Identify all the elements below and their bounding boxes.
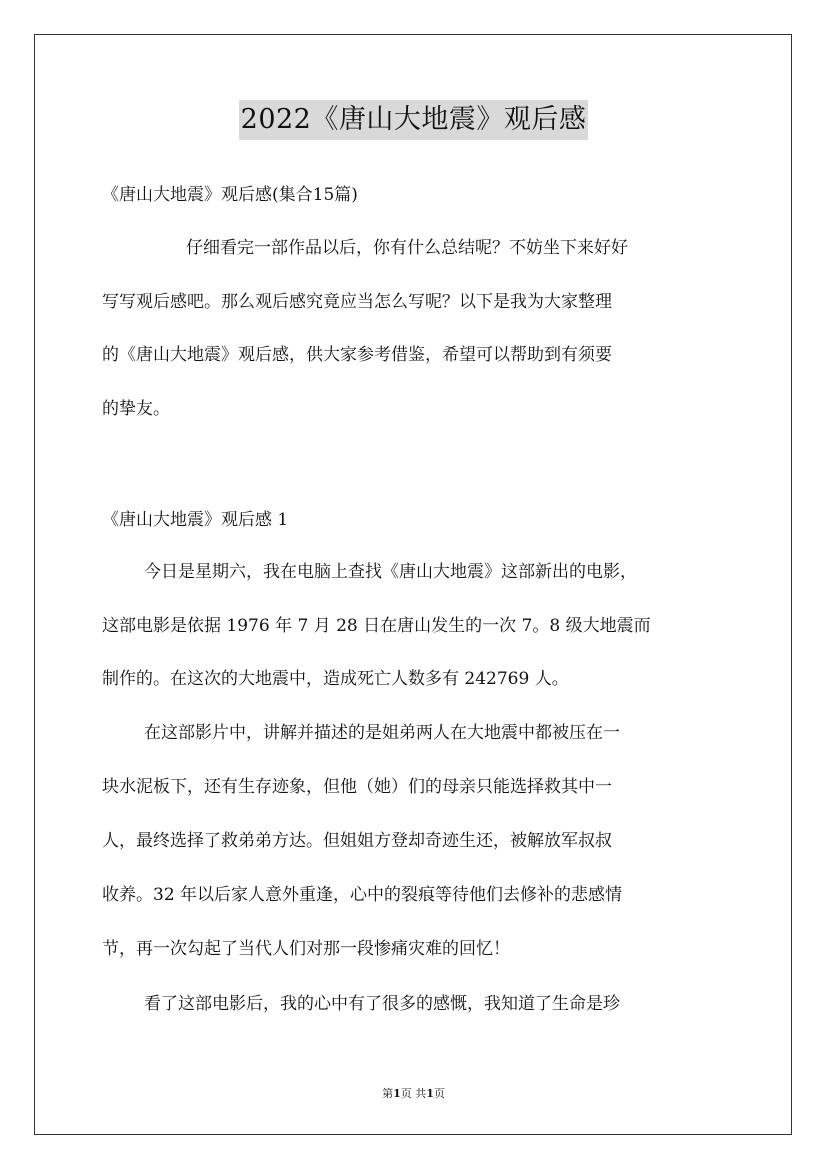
title-container — [0, 100, 827, 140]
intro-line: 写写观后感吧。那么观后感究竟应当怎么写呢？以下是我为大家整理 — [102, 292, 612, 312]
body-line: 人，最终选择了救弟弟方达。但姐姐方登却奇迹生还，被解放军叔叔 — [102, 831, 612, 851]
intro-line: 仔细看完一部作品以后，你有什么总结呢？不妨坐下来好好 — [186, 238, 628, 258]
intro-line: 的挚友。 — [102, 399, 170, 419]
intro-line: 的《唐山大地震》观后感，供大家参考借鉴，希望可以帮助到有须要 — [102, 345, 612, 365]
page-footer — [0, 1085, 827, 1101]
footer-page-suffix: 页 — [433, 1087, 445, 1100]
body-line: 今日是星期六，我在电脑上查找《唐山大地震》这部新出的电影， — [144, 562, 637, 582]
footer-page-mid: 页 共 — [400, 1087, 427, 1100]
body-line: 节，再一次勾起了当代人们对那一段惨痛灾难的回忆！ — [102, 939, 510, 959]
footer-page-total: 1 — [426, 1087, 434, 1100]
document-subtitle: 《唐山大地震》观后感(集合15篇) — [102, 185, 358, 205]
body-line: 制作的。在这次的大地震中，造成死亡人数多有 242769 人。 — [102, 669, 569, 689]
body-line: 块水泥板下，还有生存迹象，但他（她）们的母亲只能选择救其中一 — [102, 777, 612, 797]
footer-page-number: 1 — [393, 1087, 401, 1100]
section-heading: 《唐山大地震》观后感 1 — [102, 510, 289, 530]
document-title: 2022《唐山大地震》观后感 — [239, 100, 589, 140]
body-line: 这部电影是依据 1976 年 7 月 28 日在唐山发生的一次 7。8 级大地震而 — [102, 616, 651, 636]
body-line: 看了这部电影后，我的心中有了很多的感慨，我知道了生命是珍 — [144, 994, 620, 1014]
body-line: 在这部影片中，讲解并描述的是姐弟两人在大地震中都被压在一 — [144, 723, 620, 743]
footer-page-prefix: 第 — [382, 1087, 394, 1100]
body-line: 收养。32 年以后家人意外重逢，心中的裂痕等待他们去修补的悲感情 — [102, 885, 623, 905]
